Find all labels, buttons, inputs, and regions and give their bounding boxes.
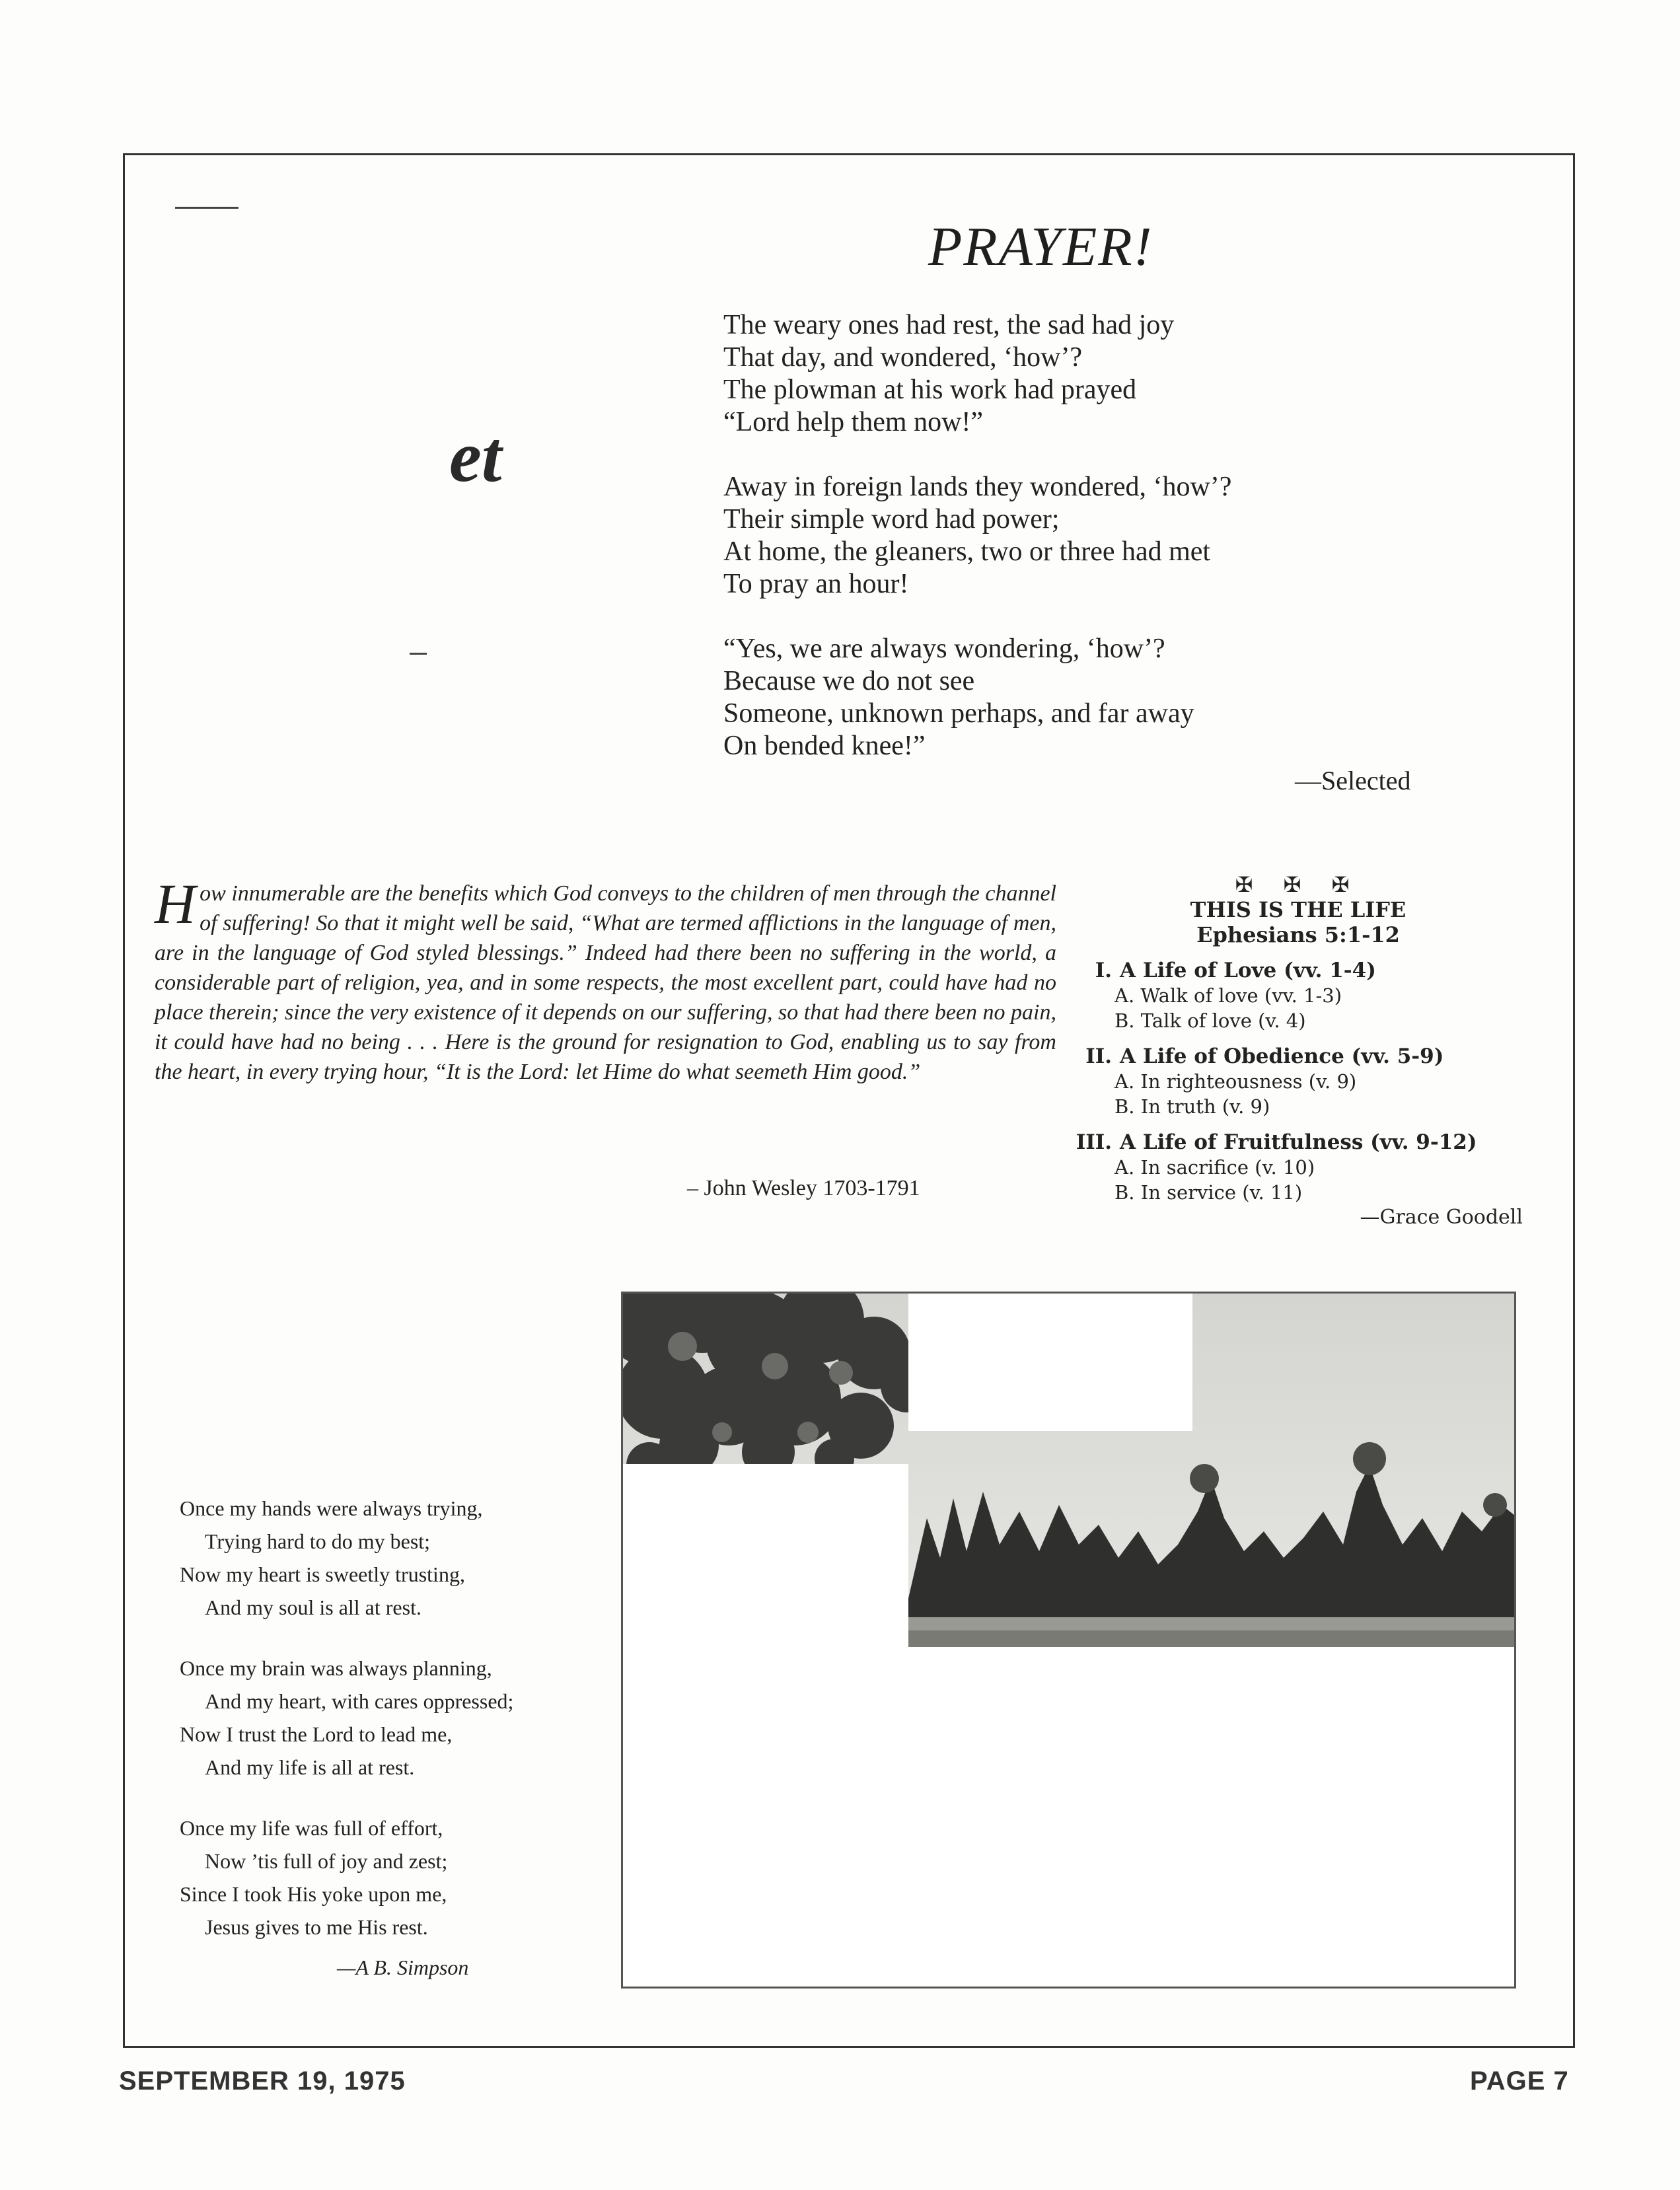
poem-line: Now my heart is sweetly trusting, (180, 1562, 465, 1586)
simpson-poem (180, 1492, 513, 1971)
poem-line: The plowman at his work had prayed (723, 375, 1137, 405)
poem-stanza (180, 1492, 513, 1624)
landscape-photo (621, 1292, 1516, 1989)
decorative-dash (410, 653, 427, 655)
poem-line: Now ’tis full of joy and zest; (205, 1849, 448, 1873)
outline-item: B. Talk of love (v. 4) (1114, 1009, 1306, 1032)
outline-attribution: —Grace Goodell (1360, 1206, 1523, 1229)
sermon-outline (1074, 872, 1523, 1230)
outline-heading: I. A Life of Love (vv. 1-4) (1095, 959, 1376, 982)
poem-stanza (723, 633, 1231, 762)
poem-line: That day, and wondered, ‘how’? (723, 342, 1083, 373)
poem-line: Someone, unknown perhaps, and far away (723, 698, 1194, 729)
poem-stanza (180, 1811, 513, 1944)
poem-line: Once my brain was always planning, (180, 1656, 492, 1680)
quote-text: ow innumerable are the benefits which God conveys to the children of men through the channel of suffering! So that it might well be said, “What are termed afflictions in the language of men, are in the language of God styled blessings.” Indeed had there been no suffering in the world, a considerable part of religion, yea, and in some respects, the most excellent part, could have had no place therein; since the very existence of it depends on our suffering, so that had there been no pain, it could have had no being . . . Here is the ground for resignation to God, enabling us to say from the heart, in every trying hour, “It is the Lord: let Hime do what seemeth Him good.” (155, 881, 1056, 1084)
outline-reference: Ephesians 5:1-12 (1196, 922, 1400, 947)
drop-cap: H (155, 872, 196, 935)
poem-line: Their simple word had power; (723, 504, 1060, 534)
poem-stanza (723, 471, 1231, 601)
poem-line: Because we do not see (723, 666, 975, 696)
outline-item: A. Walk of love (vv. 1-3) (1114, 984, 1342, 1007)
page-title: PRAYER! (928, 216, 1153, 277)
poem-line: At home, the gleaners, two or three had met (723, 536, 1211, 567)
poem-line: And my heart, with cares oppressed; (205, 1689, 514, 1713)
poem-line: “Yes, we are always wondering, ‘how’? (723, 634, 1165, 664)
wesley-quote (155, 872, 1056, 1087)
poem-line: Since I took His yoke upon me, (180, 1882, 447, 1906)
outline-item: B. In service (v. 11) (1114, 1181, 1303, 1204)
decorative-dash (175, 207, 238, 209)
poem-line: Trying hard to do my best; (205, 1529, 431, 1553)
outline-title: THIS IS THE LIFE (1190, 897, 1406, 922)
landscape-photo-image (623, 1294, 1516, 1989)
poem-line: And my soul is all at rest. (205, 1595, 421, 1619)
simpson-attribution: —A B. Simpson (337, 1955, 469, 1979)
poem-line: Away in foreign lands they wondered, ‘how’? (723, 472, 1232, 502)
poem-line: The weary ones had rest, the sad had joy (723, 310, 1175, 340)
outline-heading: III. A Life of Fruitfulness (vv. 9-12) (1076, 1130, 1477, 1154)
fragment-text: et (449, 416, 502, 497)
prayer-poem (723, 309, 1231, 795)
quote-attribution: – John Wesley 1703-1791 (687, 1176, 920, 1200)
poem-line: Now I trust the Lord to lead me, (180, 1722, 453, 1746)
footer-page-number: PAGE 7 (1470, 2066, 1569, 2096)
outline-item: A. In sacrifice (v. 10) (1114, 1156, 1315, 1179)
poem-line: And my life is all at rest. (205, 1755, 415, 1779)
poem-line: To pray an hour! (723, 569, 909, 599)
poem-line: On bended knee!” (723, 731, 926, 761)
poem-stanza (723, 309, 1231, 439)
outline-item: A. In righteousness (v. 9) (1114, 1070, 1357, 1093)
poem-attribution: —Selected (1295, 766, 1411, 795)
poem-line: “Lord help them now!” (723, 407, 984, 437)
cross-ornament-icon: ✠ ✠ ✠ (1235, 872, 1362, 897)
poem-stanza (180, 1652, 513, 1784)
poem-line: Once my life was full of effort, (180, 1816, 443, 1840)
outline-heading: II. A Life of Obedience (vv. 5-9) (1085, 1044, 1444, 1068)
footer-date: SEPTEMBER 19, 1975 (119, 2066, 406, 2096)
outline-item: B. In truth (v. 9) (1114, 1095, 1270, 1118)
poem-line: Jesus gives to me His rest. (205, 1915, 428, 1939)
poem-line: Once my hands were always trying, (180, 1496, 483, 1520)
